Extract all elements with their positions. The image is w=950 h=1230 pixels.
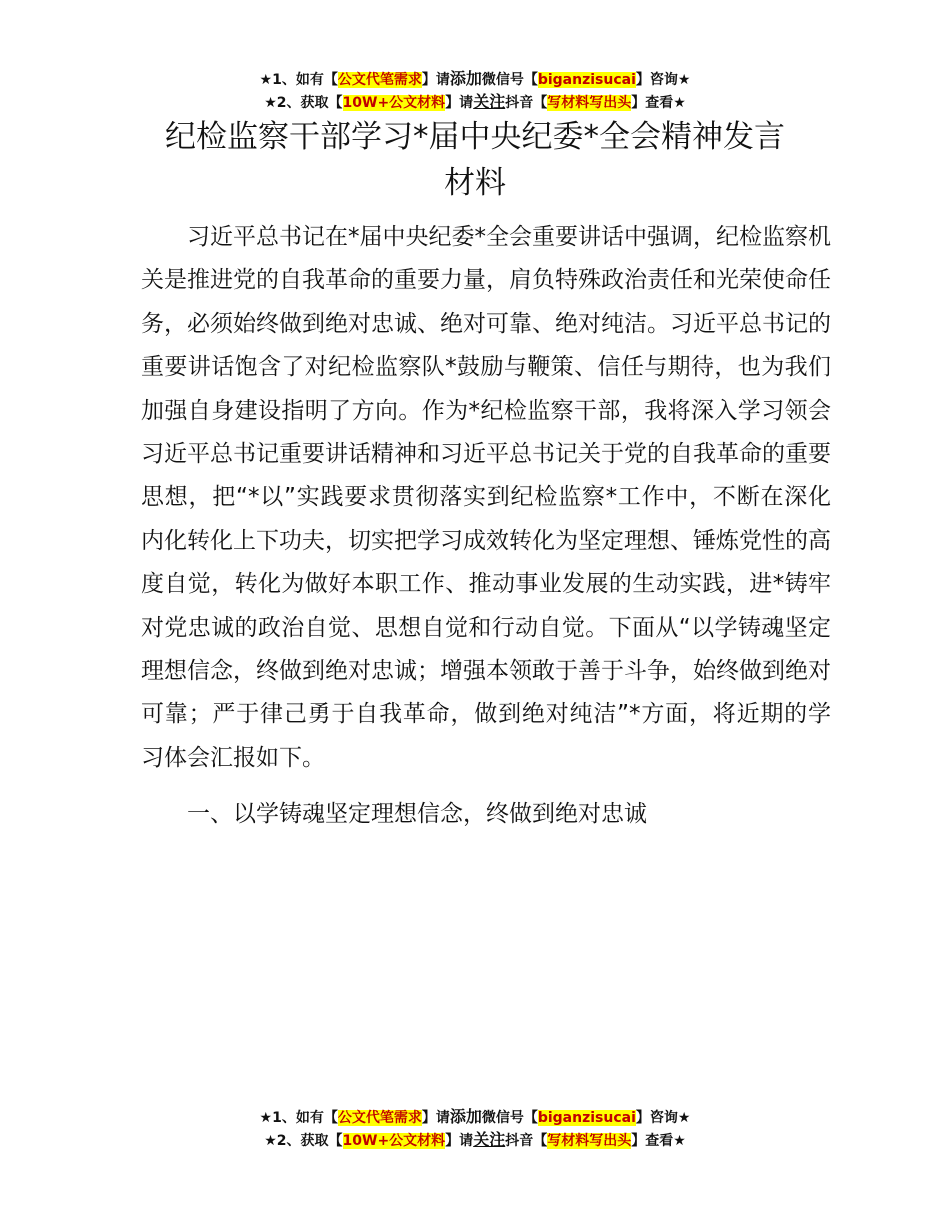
- douyin-account: 写材料写出头: [547, 1133, 632, 1149]
- body-paragraph: 习近平总书记在*届中央纪委*全会重要讲话中强调，纪检监察机关是推进党的自我革命的重要力量，肩负特殊政治责任和光荣使命任务，必须始终做到绝对忠诚、绝对可靠、绝对纯洁。习近平总书记的重要讲话饱含了对纪检监察队*鼓励与鞭策、信任与期待，也为我们加强自身建设指明了方向。作为*纪检监察干部，我将深入学习领会习近平总书记重要讲话精神和习近平总书记关于党的自我革命的重要思想，把“*以”实践要求贯彻落实到纪检监察*工作中，不断在深化内化转化上下功夫，切实把学习成效转化为坚定理想、锤炼党性的高度自觉，转化为做好本职工作、推动事业发展的生动实践，进*铸牢对党忠诚的政治自觉、思想自觉和行动自觉。下面从“以学铸魂坚定理想信念，终做到绝对忠诚；增强本领敢于善于斗争，始终做到绝对可靠；严于律己勇于自我革命，做到绝对纯洁”*方面，将近期的学习体会汇报如下。: [141, 224, 831, 771]
- douyin-account: 写材料写出头: [547, 95, 632, 111]
- wechat-id: biganzisucai: [537, 1110, 636, 1126]
- promo-line-1: ★1、如有【公文代笔需求】请添加微信号【biganzisucai】咨询★: [259, 69, 691, 88]
- promo-line-2: ★2、获取【10W+公文材料】请关注抖音【写材料写出头】查看★: [264, 92, 686, 111]
- title-line-2: 材料: [444, 165, 506, 201]
- footer-promo-banner: [0, 1106, 950, 1152]
- promo-line-2: ★2、获取【10W+公文材料】请关注抖音【写材料写出头】查看★: [264, 1130, 686, 1149]
- section-heading: 一、以学铸魂坚定理想信念，终做到绝对忠诚: [187, 801, 647, 828]
- promo-line-1: ★1、如有【公文代笔需求】请添加微信号【biganzisucai】咨询★: [259, 1107, 691, 1126]
- document-body: [141, 216, 831, 837]
- promo-highlight: 10W+公文材料: [342, 1133, 446, 1149]
- promo-highlight: 公文代笔需求: [337, 1110, 422, 1126]
- document-title: [130, 114, 820, 206]
- header-promo-banner: [0, 68, 950, 114]
- promo-highlight: 10W+公文材料: [342, 95, 446, 111]
- wechat-id: biganzisucai: [537, 72, 636, 88]
- title-line-1: 纪检监察干部学习*届中央纪委*全会精神发言: [165, 119, 785, 155]
- promo-highlight: 公文代笔需求: [337, 72, 422, 88]
